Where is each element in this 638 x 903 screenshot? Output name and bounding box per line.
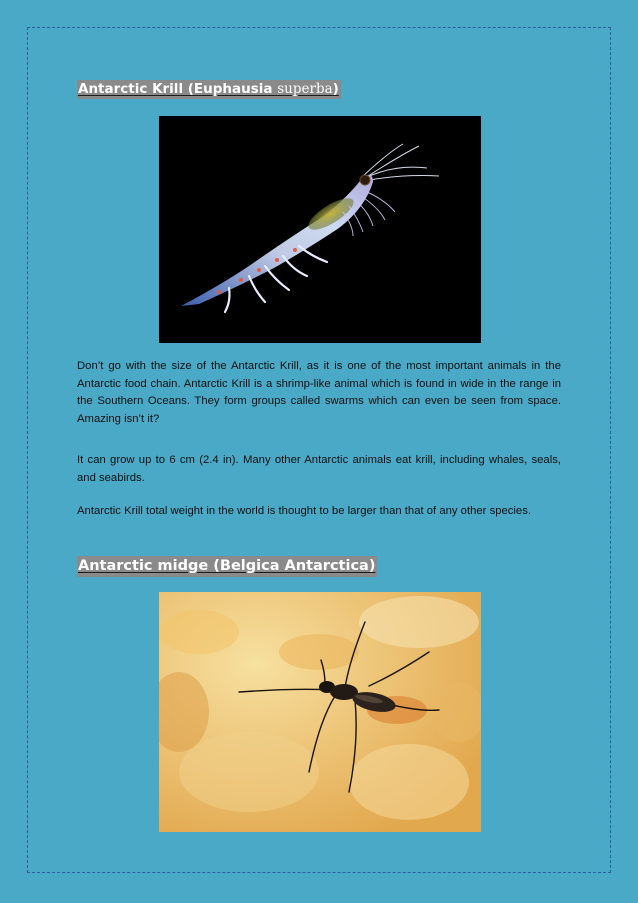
krill-heading [77,80,341,99]
midge-illustration [159,592,481,832]
krill-heading-species: superba [277,81,333,97]
krill-paragraph-3: Antarctic Krill total weight in the world is thought to be larger than that of any other species. [77,505,532,517]
krill-eye [360,175,370,185]
krill-heading-close: ) [332,81,339,97]
krill-paragraph-2: It can grow up to 6 cm (2.4 in). Many other Antarctic animals eat krill, including whales, seals, and seabirds. [77,454,561,484]
midge-heading: Antarctic midge (Belgica Antarctica) [77,556,377,577]
krill-heading-main: Antarctic Krill (Euphausia [78,81,278,97]
krill-paragraph-1: Don’t go with the size of the Antarctic Krill, as it is one of the most important animals in the Antarctic food chain. Antarctic Krill is a shrimp-like animal which is found in wide in the range in the Southern Oceans. They form groups called swarms which can even be seen from space. Amazing isn’t it? [77,360,561,425]
krill-illustration [159,116,481,343]
krill-body [181,175,373,306]
midge-photo [159,592,481,832]
krill-antennae [363,144,439,180]
krill-photo [159,116,481,343]
